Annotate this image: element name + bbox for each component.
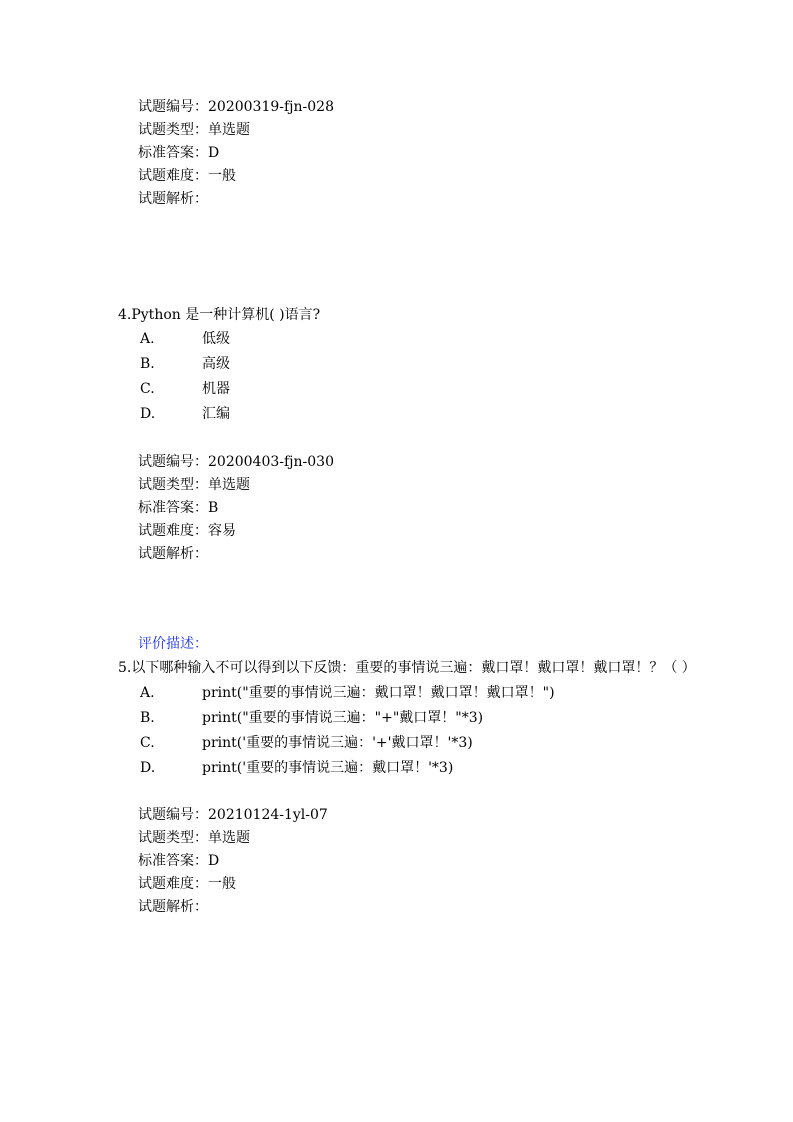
q3-answer: 标准答案：D [138,145,220,161]
q3-type: 试题类型：单选题 [138,122,250,138]
q5-option-d [0,757,793,780]
option-letter: B. [140,710,155,726]
option-text: 机器 [202,381,230,397]
q3-difficulty: 试题难度：一般 [138,168,236,184]
option-text: 高级 [202,356,230,372]
q5-difficulty: 试题难度：一般 [138,876,236,892]
q4-option-c [0,378,793,401]
option-letter: D. [140,406,156,422]
option-letter: A. [140,685,155,701]
q5-type: 试题类型：单选题 [138,830,250,846]
q4-option-b [0,353,793,376]
option-text: print("重要的事情说三遍：戴口罩！戴口罩！戴口罩！") [202,685,555,701]
option-letter: A. [140,331,155,347]
option-letter: D. [140,760,156,776]
q5-option-c [0,732,793,755]
q4-option-d [0,403,793,426]
option-text: 汇编 [202,406,230,422]
eval-description-label: 评价描述： [138,636,208,652]
q5-answer: 标准答案：D [138,853,220,869]
q3-analysis: 试题解析： [138,191,208,207]
option-letter: B. [140,356,155,372]
q5-stem: 5.以下哪种输入不可以得到以下反馈：重要的事情说三遍：戴口罩！戴口罩！戴口罩！？（ ） [118,660,696,676]
q4-stem: 4.Python 是一种计算机( )语言? [118,307,321,323]
q4-type: 试题类型：单选题 [138,477,250,493]
option-text: 低级 [202,331,230,347]
q4-option-a [0,328,793,351]
q4-analysis: 试题解析： [138,546,208,562]
q4-difficulty: 试题难度：容易 [138,523,236,539]
q5-analysis: 试题解析： [138,899,208,915]
option-text: print('重要的事情说三遍：'+'戴口罩！'*3) [202,735,473,751]
q4-answer: 标准答案：B [138,500,219,516]
q3-id: 试题编号：20200319-fjn-028 [138,99,334,115]
option-text: print("重要的事情说三遍："+"戴口罩！"*3) [202,710,484,726]
q5-option-a [0,682,793,705]
q4-id: 试题编号：20200403-fjn-030 [138,454,334,470]
option-text: print('重要的事情说三遍：戴口罩！'*3) [202,760,454,776]
option-letter: C. [140,735,155,751]
option-letter: C. [140,381,155,397]
q5-option-b [0,707,793,730]
q5-id: 试题编号：20210124-1yl-07 [138,807,328,823]
